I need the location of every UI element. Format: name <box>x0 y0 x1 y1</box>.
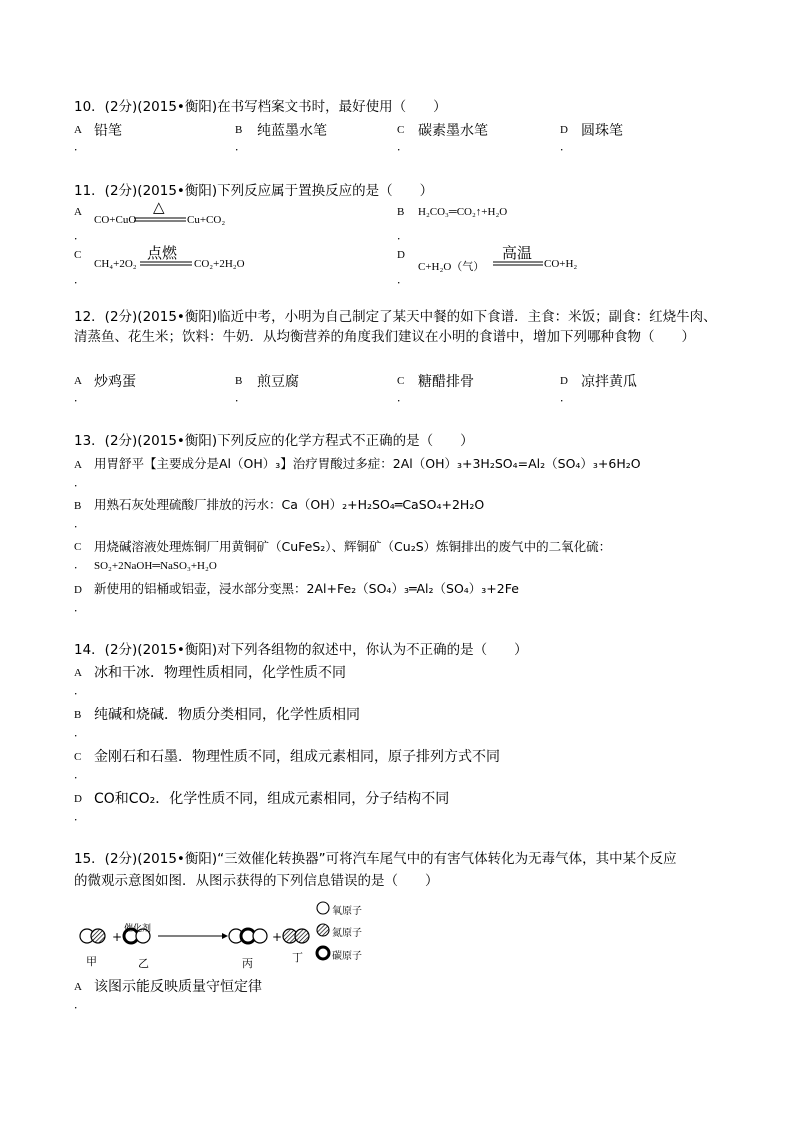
legend-carbon-icon <box>317 947 329 959</box>
q13-option-d-label: D <box>74 584 82 596</box>
q13-option-a-dot: ． <box>74 476 85 489</box>
oxygen-atom-icon <box>253 929 267 943</box>
q14-option-b-label: B <box>74 709 82 721</box>
q14-option-c[interactable]: 金刚石和石墨．物理性质不同，组成元素相同，原子排列方式不同 <box>94 749 500 765</box>
q11-option-c-label: C <box>74 249 82 261</box>
q13-option-b[interactable]: 用熟石灰处理硫酸厂排放的污水：Ca（OH）₂+H₂SO₄═CaSO₄+2H₂O <box>94 497 485 512</box>
q14-option-d-label: D <box>74 793 82 805</box>
q12-option-c-dot: ． <box>397 391 408 404</box>
q15-stem-line2: 的微观示意图如图．从图示获得的下列信息错误的是（ ） <box>74 873 439 889</box>
nitrogen-atom-icon <box>91 929 105 943</box>
q11-stem: 11．(2分)(2015•衡阳)下列反应属于置换反应的是（ ） <box>74 183 434 199</box>
q11-option-a-cond: △ <box>153 198 165 216</box>
legend-oxygen-icon <box>317 902 329 914</box>
q12-option-a[interactable]: 炒鸡蛋 <box>94 374 136 390</box>
q14-option-b-dot: ． <box>74 726 85 739</box>
equals-arrow-icon <box>134 217 186 223</box>
q12-option-a-dot: ． <box>74 391 85 404</box>
q11-option-d-label: D <box>397 249 405 261</box>
q10-option-b-dot: ． <box>235 140 246 153</box>
q13-option-c-dot: ． <box>74 558 85 571</box>
q10-option-d-label: D <box>560 124 568 136</box>
q10-option-b-label: B <box>235 124 243 136</box>
q11-option-d-dot: ． <box>397 273 408 286</box>
q10-option-a-label: A <box>74 124 82 136</box>
q12-option-d-dot: ． <box>560 391 571 404</box>
q14-option-c-dot: ． <box>74 768 85 781</box>
equals-arrow-icon <box>140 261 192 267</box>
label-bing: 丙 <box>242 958 253 970</box>
q10-option-c-label: C <box>397 124 405 136</box>
q12-option-b-label: B <box>235 375 243 387</box>
q12-option-b-dot: ． <box>235 391 246 404</box>
q10-option-b[interactable]: 纯蓝墨水笔 <box>257 123 327 139</box>
q13-stem: 13．(2分)(2015•衡阳)下列反应的化学方程式不正确的是（ ） <box>74 433 474 449</box>
q10-stem: 10．(2分)(2015•衡阳)在书写档案文书时，最好使用（ ） <box>74 99 447 115</box>
legend-nitrogen-icon <box>317 924 329 936</box>
q10-option-d[interactable]: 圆珠笔 <box>581 123 623 139</box>
q11-option-b-label: B <box>397 206 405 218</box>
q11-option-a-right[interactable]: Cu+CO₂ <box>187 214 226 226</box>
q14-option-d[interactable]: CO和CO₂．化学性质不同，组成元素相同，分子结构不同 <box>94 791 450 807</box>
q10-option-a-dot: ． <box>74 140 85 153</box>
q11-option-c-left[interactable]: CH₄+2O₂ <box>94 258 137 270</box>
svg-text:+: + <box>272 930 283 944</box>
q11-option-c-right[interactable]: CO₂+2H₂O <box>194 258 245 270</box>
q11-option-a-left[interactable]: CO+CuO <box>94 214 137 226</box>
q13-option-a-label: A <box>74 459 82 471</box>
q13-option-b-dot: ． <box>74 517 85 530</box>
q14-option-d-dot: ． <box>74 810 85 823</box>
q12-option-d[interactable]: 凉拌黄瓜 <box>581 374 637 390</box>
q14-option-a-dot: ． <box>74 684 85 697</box>
legend-nitrogen: 氮原子 <box>332 928 362 939</box>
q10-option-d-dot: ． <box>560 140 571 153</box>
arrow-icon <box>222 933 228 939</box>
q13-option-a[interactable]: 用胃舒平【主要成分是Al（OH）₃】治疗胃酸过多症：2Al（OH）₃+3H₂SO₄=Al₂（SO₄）₃+6H₂O <box>94 456 641 471</box>
q14-option-b[interactable]: 纯碱和烧碱．物质分类相同，化学性质相同 <box>94 707 360 723</box>
q11-option-a-label: A <box>74 206 82 218</box>
q11-option-a-dot: ． <box>74 229 85 242</box>
q14-option-a[interactable]: 冰和干冰．物理性质相同，化学性质不同 <box>94 665 346 681</box>
svg-text:+: + <box>112 930 123 944</box>
q11-option-c-cond: 点燃 <box>147 244 178 262</box>
q13-option-c-label: C <box>74 541 82 553</box>
q14-option-a-label: A <box>74 667 82 679</box>
label-ding: 丁 <box>292 952 303 964</box>
q13-option-d[interactable]: 新使用的铝桶或铝壶，浸水部分变黑：2Al+Fe₂（SO₄）₃═Al₂（SO₄）₃+2Fe <box>94 581 519 596</box>
q15-option-a[interactable]: 该图示能反映质量守恒定律 <box>94 979 262 995</box>
label-yi: 乙 <box>138 958 149 970</box>
catalyst-label: 催化剂 <box>124 923 152 933</box>
legend-oxygen: 氧原子 <box>332 906 362 917</box>
q15-stem-line1: 15．(2分)(2015•衡阳)“三效催化转换器”可将汽车尾气中的有害气体转化为无毒气体，其中某个反应 <box>74 851 677 867</box>
q10-option-a[interactable]: 铅笔 <box>94 123 122 139</box>
label-jia: 甲 <box>86 956 97 968</box>
q14-stem: 14．(2分)(2015•衡阳)对下列各组物的叙述中，你认为不正确的是（ ） <box>74 642 528 658</box>
q12-stem: 12．(2分)(2015•衡阳)临近中考，小明为自己制定了某天中餐的如下食谱．主食：米饭；副食：红烧牛肉、清蒸鱼、花生米；饮料：牛奶．从均衡营养的角度我们建议在小明的食谱中，增加下列哪种食物（ ） <box>74 309 717 345</box>
equals-arrow-icon <box>493 261 543 267</box>
q10-option-c[interactable]: 碳素墨水笔 <box>418 123 488 139</box>
q10-option-c-dot: ． <box>397 140 408 153</box>
q13-option-b-label: B <box>74 500 82 512</box>
q11-option-d-right[interactable]: CO+H₂ <box>544 258 578 270</box>
q12-option-d-label: D <box>560 375 568 387</box>
q11-option-d-cond: 高温 <box>502 244 533 262</box>
q13-option-d-dot: ． <box>74 601 85 614</box>
q12-option-a-label: A <box>74 375 82 387</box>
q13-option-c-line2[interactable]: SO₂+2NaOH═NaSO₃+H₂O <box>94 560 217 572</box>
q12-option-b[interactable]: 煎豆腐 <box>257 374 299 390</box>
legend-carbon: 碳原子 <box>332 951 362 962</box>
q14-option-c-label: C <box>74 751 82 763</box>
q12-option-c[interactable]: 糖醋排骨 <box>418 374 474 390</box>
q11-option-b[interactable]: H₂CO₃═CO₂↑+H₂O <box>418 206 508 218</box>
q12-option-c-label: C <box>397 375 405 387</box>
q11-option-b-dot: ． <box>397 229 408 242</box>
q15-option-a-dot: ． <box>74 998 85 1011</box>
q13-option-c[interactable]: 用烧碱溶液处理炼铜厂用黄铜矿（CuFeS₂）、辉铜矿（Cu₂S）炼铜排出的废气中的二氧化硫： <box>94 539 612 554</box>
q15-option-a-label: A <box>74 981 82 993</box>
q11-option-c-dot: ． <box>74 273 85 286</box>
nitrogen-atom-icon <box>295 929 309 943</box>
q11-option-d-left[interactable]: C+H₂O（气） <box>418 261 485 273</box>
